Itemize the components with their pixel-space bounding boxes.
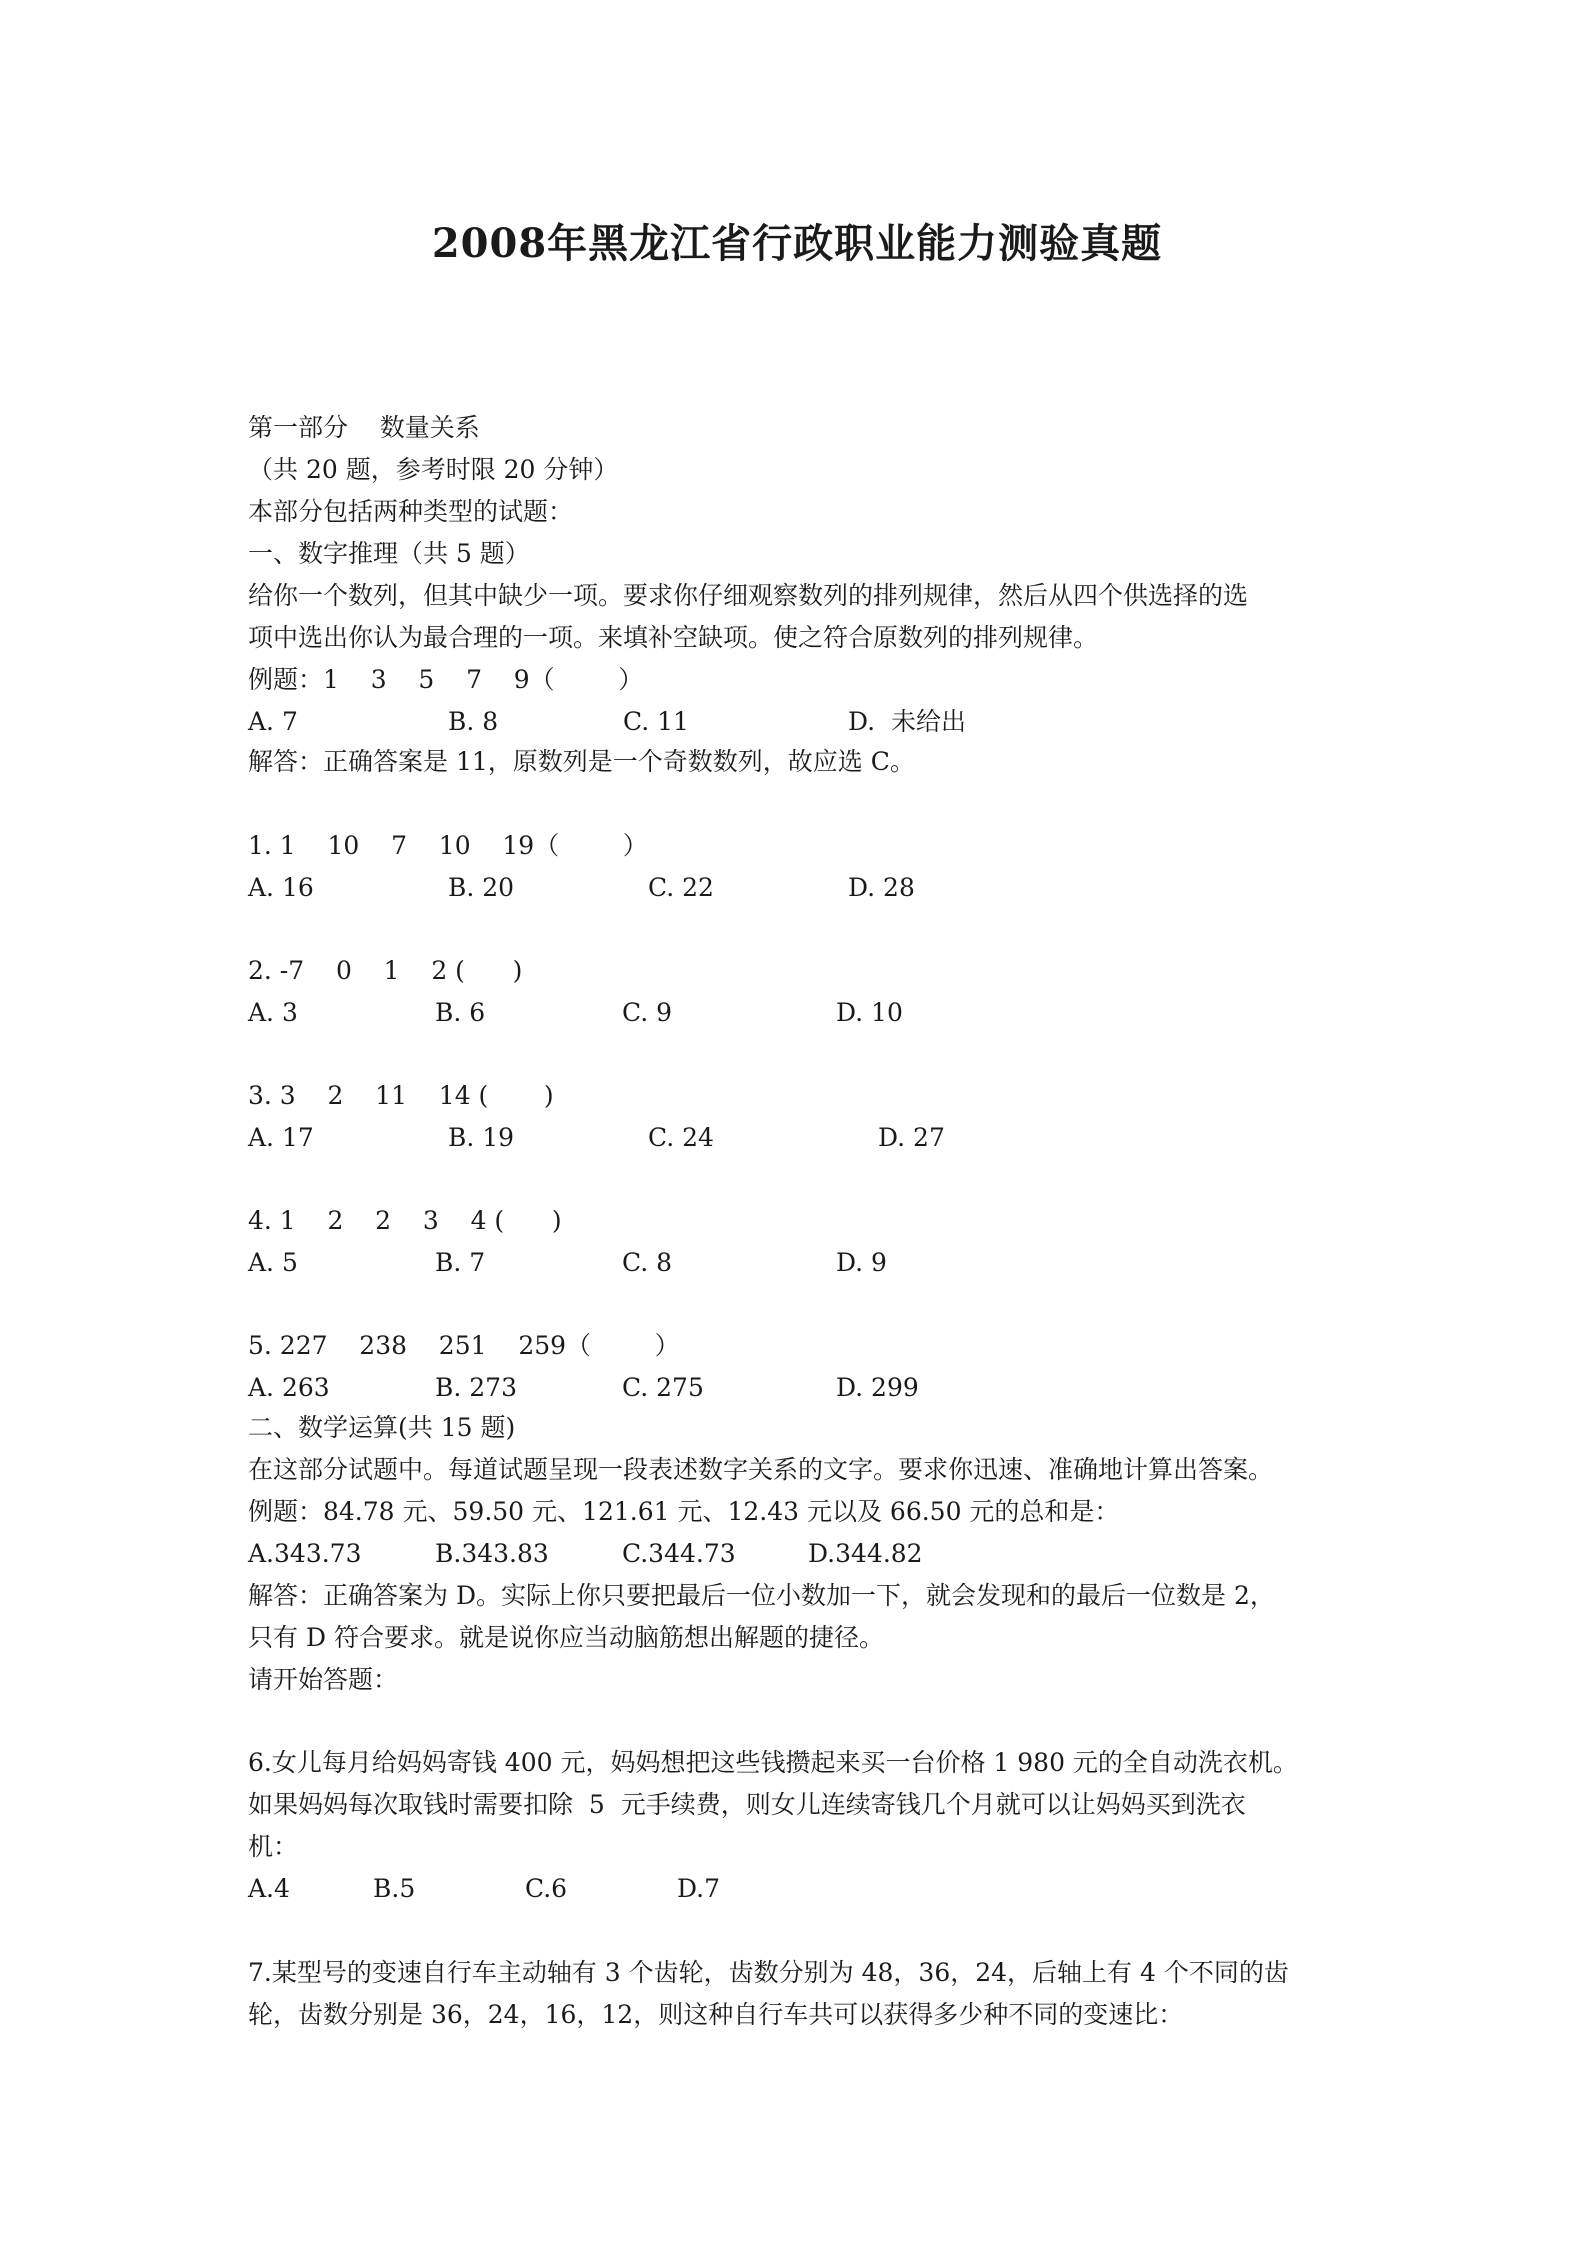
option: C. 11 xyxy=(623,707,689,736)
question-stem: 2. -7 0 1 2 ( ) xyxy=(248,956,523,985)
option: D.344.82 xyxy=(808,1539,923,1568)
question-stem: 1. 1 10 7 10 19（ ） xyxy=(248,831,648,860)
section-heading: 二、数学运算(共 15 题) xyxy=(248,1413,516,1442)
option: B. 6 xyxy=(435,998,486,1027)
question-stem: 轮，齿数分别是 36，24，16，12，则这种自行车共可以获得多少种不同的变速比： xyxy=(248,2000,1184,2029)
option: B.343.83 xyxy=(435,1539,549,1568)
example-answer: 解答：正确答案为 D。实际上你只要把最后一位小数加一下，就会发现和的最后一位数是 2， xyxy=(248,1581,1275,1610)
question-stem: 3. 3 2 11 14 ( ) xyxy=(248,1081,554,1110)
option: A. 3 xyxy=(248,998,298,1027)
option: B. 8 xyxy=(448,707,499,736)
option: A. 263 xyxy=(248,1373,330,1402)
example-answer: 只有 D 符合要求。就是说你应当动脑筋想出解题的捷径。 xyxy=(248,1623,884,1652)
option: C. 8 xyxy=(622,1248,673,1277)
option: D. 10 xyxy=(836,998,903,1027)
option: D. 9 xyxy=(836,1248,887,1277)
option: D. 27 xyxy=(878,1123,945,1152)
section-heading: 一、数字推理（共 5 题） xyxy=(248,539,530,568)
question-stem: 机： xyxy=(248,1832,299,1861)
option: C.6 xyxy=(525,1874,568,1903)
example-question: 例题：1 3 5 7 9（ ） xyxy=(248,665,644,694)
example-question: 例题：84.78 元、59.50 元、121.61 元、12.43 元以及 66.50 元的总和是： xyxy=(248,1497,1120,1526)
option: B. 7 xyxy=(435,1248,486,1277)
part-intro: 本部分包括两种类型的试题： xyxy=(248,497,574,526)
option: A. 7 xyxy=(248,707,298,736)
option: B.5 xyxy=(373,1874,416,1903)
question-stem: 4. 1 2 2 3 4 ( ) xyxy=(248,1206,562,1235)
option: C. 22 xyxy=(648,873,714,902)
option: A. 17 xyxy=(248,1123,314,1152)
option: D. 未给出 xyxy=(848,707,966,736)
part-count: （共 20 题，参考时限 20 分钟） xyxy=(248,455,619,484)
instruction-line: 项中选出你认为最合理的一项。来填补空缺项。使之符合原数列的排列规律。 xyxy=(248,623,1099,652)
instruction-line: 在这部分试题中。每道试题呈现一段表述数字关系的文字。要求你迅速、准确地计算出答案。 xyxy=(248,1455,1274,1484)
question-stem: 如果妈妈每次取钱时需要扣除 5 元手续费，则女儿连续寄钱几个月就可以让妈妈买到洗衣 xyxy=(248,1790,1246,1819)
option: D.7 xyxy=(677,1874,721,1903)
question-stem: 6.女儿每月给妈妈寄钱 400 元，妈妈想把这些钱攒起来买一台价格 1 980 元的全自动洗衣机。 xyxy=(248,1748,1298,1777)
option: C.344.73 xyxy=(622,1539,736,1568)
option: A. 16 xyxy=(248,873,314,902)
option: C. 275 xyxy=(622,1373,704,1402)
start-prompt: 请开始答题： xyxy=(248,1665,399,1694)
part-heading: 第一部分 数量关系 xyxy=(248,413,480,442)
option: C. 24 xyxy=(648,1123,714,1152)
option: A. 5 xyxy=(248,1248,298,1277)
example-answer: 解答：正确答案是 11，原数列是一个奇数数列，故应选 C。 xyxy=(248,747,915,776)
option: B. 20 xyxy=(448,873,515,902)
option: C. 9 xyxy=(622,998,673,1027)
page-title: 2008年黑龙江省行政职业能力测验真题 xyxy=(431,220,1163,267)
option: D. 299 xyxy=(836,1373,919,1402)
question-stem: 7.某型号的变速自行车主动轴有 3 个齿轮，齿数分别为 48，36，24，后轴上有 4 个不同的齿 xyxy=(248,1958,1289,1987)
option: B. 19 xyxy=(448,1123,515,1152)
question-stem: 5. 227 238 251 259（ ） xyxy=(248,1331,680,1360)
option: A.4 xyxy=(248,1874,290,1903)
instruction-line: 给你一个数列，但其中缺少一项。要求你仔细观察数列的排列规律，然后从四个供选择的选 xyxy=(248,581,1249,610)
option: A.343.73 xyxy=(248,1539,362,1568)
option: B. 273 xyxy=(435,1373,517,1402)
option: D. 28 xyxy=(848,873,915,902)
